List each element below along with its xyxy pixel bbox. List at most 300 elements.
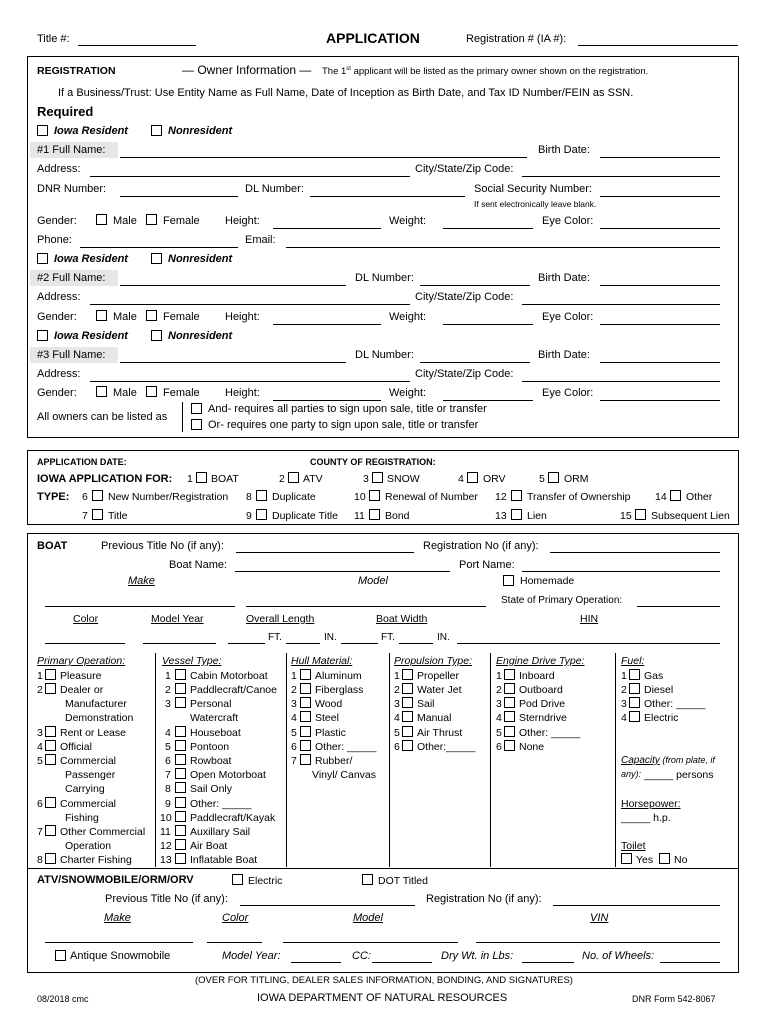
type-title-checkbox[interactable] xyxy=(92,509,103,520)
owner1-city-field[interactable] xyxy=(522,176,720,177)
capacity-label: Capacity (from plate, if xyxy=(621,755,715,766)
state-primary-field[interactable] xyxy=(637,606,720,607)
ssn-note: If sent electronically leave blank. xyxy=(474,199,597,209)
owner3-full-name-field[interactable] xyxy=(120,362,346,363)
po-item: Commercial xyxy=(60,798,117,810)
vt-item: Inflatable Boat xyxy=(190,854,258,866)
pt-item: Water Jet xyxy=(417,684,462,696)
boat-prev-title-label: Previous Title No (if any): xyxy=(101,540,224,552)
ed-sterndrive-checkbox[interactable] xyxy=(504,711,515,722)
owner3-full-name-label: #3 Full Name: xyxy=(37,349,106,361)
owner3-iowa-resident-label: Iowa Resident xyxy=(54,330,128,342)
owner1-gender-label: Gender: xyxy=(37,215,77,227)
po-commercial-fishing-checkbox[interactable] xyxy=(45,797,56,808)
col-divider-5 xyxy=(615,653,616,867)
ed-inboard-checkbox[interactable] xyxy=(504,669,515,680)
po-official-checkbox[interactable] xyxy=(45,740,56,751)
reg-no-field[interactable] xyxy=(578,45,738,46)
atv-label: ATV/SNOWMOBILE/ORM/ORV xyxy=(37,874,194,886)
boat-name-field[interactable] xyxy=(235,571,450,572)
owner1-dl-label: DL Number: xyxy=(245,183,304,195)
owner3-birth-date-label: Birth Date: xyxy=(538,349,590,361)
date-code: 08/2018 cmc xyxy=(37,994,89,1004)
hm-steel-checkbox[interactable] xyxy=(300,711,311,722)
type-renewal-label: Renewal of Number xyxy=(385,491,478,503)
vt-num: 8 xyxy=(165,783,171,795)
owner3-eye-color-field[interactable] xyxy=(600,400,720,401)
owner3-weight-label: Weight: xyxy=(389,387,427,399)
hm-item: Wood xyxy=(315,698,343,710)
or-option-label: Or- requires one party to sign upon sale, title or transfer xyxy=(208,419,479,431)
hin-label: HIN xyxy=(580,613,599,625)
dot-titled-checkbox[interactable] xyxy=(362,874,373,885)
type-13-num: 13 xyxy=(495,510,507,522)
owner2-dl-field[interactable] xyxy=(420,285,530,286)
po-num: 8 xyxy=(37,854,43,866)
atv-reg-no-field[interactable] xyxy=(553,905,720,906)
antique-snowmobile-checkbox[interactable] xyxy=(55,950,66,961)
po-num: 1 xyxy=(37,670,43,682)
boat-color-field[interactable] xyxy=(45,643,125,644)
atv-divider xyxy=(27,868,739,869)
width-in-label: IN. xyxy=(437,632,450,643)
owner2-female-label: Female xyxy=(163,311,200,323)
vt-num: 11 xyxy=(160,826,171,838)
pt-item: Manual xyxy=(417,712,452,724)
owner3-nonresident-checkbox[interactable] xyxy=(151,330,162,341)
for-orv-label: ORV xyxy=(483,473,506,485)
toilet-yes-checkbox[interactable] xyxy=(621,853,632,864)
fuel-num: 4 xyxy=(621,712,627,724)
hm-other-checkbox[interactable] xyxy=(300,740,311,751)
ed-other-checkbox[interactable] xyxy=(504,726,515,737)
vt-item: Paddlecraft/Kayak xyxy=(190,812,276,824)
hm-item: Plastic xyxy=(315,727,346,739)
vt-item: Air Boat xyxy=(190,840,228,852)
po-item: Pleasure xyxy=(60,670,102,682)
atv-wheels-field[interactable] xyxy=(660,962,720,963)
owner1-nonresident-checkbox[interactable] xyxy=(151,125,162,136)
po-item: Other Commercial xyxy=(60,826,146,838)
type-other-checkbox[interactable] xyxy=(670,490,681,501)
vt-rowboat-checkbox[interactable] xyxy=(175,754,186,765)
owner1-male-checkbox[interactable] xyxy=(96,214,107,225)
and-option-label: And- requires all parties to sign upon sale, title or transfer xyxy=(208,403,487,415)
vt-kayak-checkbox[interactable] xyxy=(175,811,186,822)
type-14-num: 14 xyxy=(655,491,667,503)
owner1-female-checkbox[interactable] xyxy=(146,214,157,225)
type-subsequent-lien-checkbox[interactable] xyxy=(635,509,646,520)
vt-item: Sail Only xyxy=(190,783,233,795)
ed-item: Sterndrive xyxy=(519,712,567,724)
owner3-address-field[interactable] xyxy=(90,381,410,382)
type-duplicate-label: Duplicate xyxy=(272,491,316,503)
pt-num: 1 xyxy=(394,670,400,682)
boat-make-field[interactable] xyxy=(45,606,235,607)
ed-item: Other: _____ xyxy=(519,727,581,739)
toilet-yes-label: Yes xyxy=(636,854,654,866)
for-atv-num: 2 xyxy=(279,473,285,485)
for-atv-label: ATV xyxy=(303,473,323,485)
vt-personal-checkbox[interactable] xyxy=(175,697,186,708)
length-in-label: IN. xyxy=(324,632,337,643)
owner2-weight-label: Weight: xyxy=(389,311,427,323)
length-in-field[interactable] xyxy=(286,643,320,644)
fuel-electric-checkbox[interactable] xyxy=(629,711,640,722)
for-orm-label: ORM xyxy=(564,473,589,485)
owner1-full-name-label: #1 Full Name: xyxy=(37,144,106,156)
hm-plastic-checkbox[interactable] xyxy=(300,726,311,737)
col-divider-3 xyxy=(389,653,390,867)
for-orv-checkbox[interactable] xyxy=(467,472,478,483)
type-duplicate-title-label: Duplicate Title xyxy=(272,510,338,522)
owner1-height-field[interactable] xyxy=(273,228,381,229)
owner1-iowa-resident-checkbox[interactable] xyxy=(37,125,48,136)
vt-open-motorboat-checkbox[interactable] xyxy=(175,768,186,779)
vt-item: Paddlecraft/Canoe xyxy=(190,684,277,696)
po-item: Demonstration xyxy=(65,712,134,724)
engine-drive-title: Engine Drive Type: xyxy=(496,655,585,667)
vt-num: 10 xyxy=(160,812,172,824)
pt-num: 3 xyxy=(394,698,400,710)
pt-item: Propeller xyxy=(417,670,460,682)
ed-outboard-checkbox[interactable] xyxy=(504,683,515,694)
owner1-phone-field[interactable] xyxy=(80,247,238,248)
width-in-field[interactable] xyxy=(399,643,433,644)
overall-length-label: Overall Length xyxy=(246,613,315,625)
boat-width-label: Boat Width xyxy=(376,613,428,625)
page-title: APPLICATION xyxy=(326,30,420,46)
hm-aluminum-checkbox[interactable] xyxy=(300,669,311,680)
hm-item: Rubber/ xyxy=(315,755,353,767)
vt-item: Watercraft xyxy=(190,712,239,724)
fuel-num: 2 xyxy=(621,684,627,696)
owner3-birth-date-field[interactable] xyxy=(600,362,720,363)
owner3-city-field[interactable] xyxy=(522,381,720,382)
owner1-height-label: Height: xyxy=(225,215,260,227)
pt-propeller-checkbox[interactable] xyxy=(402,669,413,680)
type-new-number-checkbox[interactable] xyxy=(92,490,103,501)
vt-aux-sail-checkbox[interactable] xyxy=(175,825,186,836)
toilet-no-checkbox[interactable] xyxy=(659,853,670,864)
owner2-nonresident-checkbox[interactable] xyxy=(151,253,162,264)
boat-reg-no-field[interactable] xyxy=(550,552,720,553)
application-for-label: IOWA APPLICATION FOR: xyxy=(37,473,173,485)
atv-vin-field[interactable] xyxy=(476,942,720,943)
type-lien-label: Lien xyxy=(527,510,547,522)
boat-model-year-label: Model Year xyxy=(151,613,204,625)
for-snow-num: 3 xyxy=(363,473,369,485)
fuel-other-checkbox[interactable] xyxy=(629,697,640,708)
po-other-commercial-checkbox[interactable] xyxy=(45,825,56,836)
owner3-height-field[interactable] xyxy=(273,400,381,401)
owner1-dnr-field[interactable] xyxy=(120,196,238,197)
owner3-nonresident-label: Nonresident xyxy=(168,330,233,342)
over-note: (OVER FOR TITLING, DEALER SALES INFORMATION, BONDING, AND SIGNATURES) xyxy=(195,975,573,986)
boat-section xyxy=(27,533,739,973)
fuel-gas-checkbox[interactable] xyxy=(629,669,640,680)
hm-wood-checkbox[interactable] xyxy=(300,697,311,708)
for-boat-label: BOAT xyxy=(211,473,239,485)
owner1-male-label: Male xyxy=(113,215,137,227)
fuel-item: Other: _____ xyxy=(644,698,706,710)
po-charter-fishing-checkbox[interactable] xyxy=(45,853,56,864)
length-ft-label: FT. xyxy=(268,632,282,643)
pt-water-jet-checkbox[interactable] xyxy=(402,683,413,694)
owner2-male-label: Male xyxy=(113,311,137,323)
owner1-ssn-field[interactable] xyxy=(600,196,720,197)
width-ft-label: FT. xyxy=(381,632,395,643)
ed-item: Inboard xyxy=(519,670,555,682)
owner3-weight-field[interactable] xyxy=(443,400,533,401)
owner3-female-checkbox[interactable] xyxy=(146,386,157,397)
po-item: Carrying xyxy=(65,783,105,795)
vt-houseboat-checkbox[interactable] xyxy=(175,726,186,737)
owner1-dl-field[interactable] xyxy=(310,196,465,197)
vt-item: Pontoon xyxy=(190,741,230,753)
type-title-label: Title xyxy=(108,510,128,522)
pt-other-checkbox[interactable] xyxy=(402,740,413,751)
owner2-weight-field[interactable] xyxy=(443,324,533,325)
vt-sail-only-checkbox[interactable] xyxy=(175,782,186,793)
owner3-iowa-resident-checkbox[interactable] xyxy=(37,330,48,341)
hm-num: 4 xyxy=(291,712,297,724)
required-heading: Required xyxy=(37,104,94,119)
port-name-field[interactable] xyxy=(522,571,720,572)
ed-item: Outboard xyxy=(519,684,563,696)
homemade-checkbox[interactable] xyxy=(503,575,514,586)
type-lien-checkbox[interactable] xyxy=(511,509,522,520)
vt-other-checkbox[interactable] xyxy=(175,797,186,808)
vt-pontoon-checkbox[interactable] xyxy=(175,740,186,751)
po-num: 6 xyxy=(37,798,43,810)
for-boat-num: 1 xyxy=(187,473,193,485)
owner2-gender-label: Gender: xyxy=(37,311,77,323)
hm-item: Aluminum xyxy=(315,670,362,682)
owner2-nonresident-label: Nonresident xyxy=(168,253,233,265)
owner2-iowa-resident-label: Iowa Resident xyxy=(54,253,128,265)
owner1-birth-date-field[interactable] xyxy=(600,157,720,158)
atv-model-year-field[interactable] xyxy=(291,962,341,963)
po-dealer-checkbox[interactable] xyxy=(45,683,56,694)
type-bond-checkbox[interactable] xyxy=(369,509,380,520)
atv-color-field[interactable] xyxy=(207,942,262,943)
owner2-city-label: City/State/Zip Code: xyxy=(415,291,514,303)
atv-model-year-label: Model Year: xyxy=(222,950,281,962)
primary-operation-title: Primary Operation: xyxy=(37,655,126,667)
vt-inflatable-checkbox[interactable] xyxy=(175,853,186,864)
type-transfer-checkbox[interactable] xyxy=(511,490,522,501)
atv-cc-field[interactable] xyxy=(372,962,432,963)
owner1-eye-color-field[interactable] xyxy=(600,228,720,229)
atv-prev-title-field[interactable] xyxy=(240,905,415,906)
length-ft-field[interactable] xyxy=(228,643,265,644)
hm-num: 6 xyxy=(291,741,297,753)
pt-sail-checkbox[interactable] xyxy=(402,697,413,708)
vt-item: Cabin Motorboat xyxy=(190,670,268,682)
owner1-email-field[interactable] xyxy=(286,247,720,248)
owner1-full-name-field[interactable] xyxy=(120,157,527,158)
and-or-bracket xyxy=(182,402,183,432)
vt-item: Other: _____ xyxy=(190,798,252,810)
hull-material-title: Hull Material: xyxy=(291,655,353,667)
type-9-num: 9 xyxy=(246,510,252,522)
hm-num: 1 xyxy=(291,670,297,682)
po-commercial-passenger-checkbox[interactable] xyxy=(45,754,56,765)
type-bond-label: Bond xyxy=(385,510,410,522)
vt-cabin-checkbox[interactable] xyxy=(175,669,186,680)
type-11-num: 11 xyxy=(354,510,365,522)
atv-reg-no-label: Registration No (if any): xyxy=(426,893,542,905)
type-10-num: 10 xyxy=(354,491,366,503)
owner2-address-label: Address: xyxy=(37,291,81,303)
ed-pod-drive-checkbox[interactable] xyxy=(504,697,515,708)
owner3-male-label: Male xyxy=(113,387,137,399)
owner2-address-field[interactable] xyxy=(90,304,410,305)
owner1-city-label: City/State/Zip Code: xyxy=(415,163,514,175)
fuel-title: Fuel: xyxy=(621,655,645,667)
owner2-dl-label: DL Number: xyxy=(355,272,414,284)
antique-snowmobile-label: Antique Snowmobile xyxy=(70,950,171,962)
for-atv-checkbox[interactable] xyxy=(288,472,299,483)
owner3-height-label: Height: xyxy=(225,387,260,399)
for-boat-checkbox[interactable] xyxy=(196,472,207,483)
and-option-checkbox[interactable] xyxy=(191,403,202,414)
owner1-iowa-resident-label: Iowa Resident xyxy=(54,125,128,137)
hm-num: 7 xyxy=(291,755,297,767)
boat-color-label: Color xyxy=(73,613,99,625)
po-item: Passenger xyxy=(65,769,116,781)
boat-model-year-field[interactable] xyxy=(143,643,216,644)
owner2-city-field[interactable] xyxy=(522,304,720,305)
fuel-item: Electric xyxy=(644,712,679,724)
owner3-dl-field[interactable] xyxy=(420,362,530,363)
owner3-male-checkbox[interactable] xyxy=(96,386,107,397)
owner2-female-checkbox[interactable] xyxy=(146,310,157,321)
owner2-iowa-resident-checkbox[interactable] xyxy=(37,253,48,264)
width-ft-field[interactable] xyxy=(341,643,378,644)
title-no-field[interactable] xyxy=(78,45,196,46)
type-label: TYPE: xyxy=(37,491,70,503)
capacity-persons[interactable]: _____ persons xyxy=(644,769,714,781)
vt-item: Personal xyxy=(190,698,232,710)
fuel-diesel-checkbox[interactable] xyxy=(629,683,640,694)
hm-rubber-checkbox[interactable] xyxy=(300,754,311,765)
owner2-height-label: Height: xyxy=(225,311,260,323)
pt-num: 4 xyxy=(394,712,400,724)
po-item: Manufacturer xyxy=(65,698,127,710)
for-snow-checkbox[interactable] xyxy=(372,472,383,483)
vt-num: 12 xyxy=(160,840,172,852)
owner1-dnr-label: DNR Number: xyxy=(37,183,107,195)
owner1-address-field[interactable] xyxy=(90,176,410,177)
dot-titled-label: DOT Titled xyxy=(378,875,428,887)
vt-num: 3 xyxy=(165,698,171,710)
owner3-eye-color-label: Eye Color: xyxy=(542,387,594,399)
owner1-eye-color-label: Eye Color: xyxy=(542,215,594,227)
owner2-birth-date-field[interactable] xyxy=(600,285,720,286)
hin-field[interactable] xyxy=(457,643,720,644)
for-orm-num: 5 xyxy=(539,473,545,485)
atv-color-label: Color xyxy=(222,912,249,924)
fuel-num: 1 xyxy=(621,670,627,682)
atv-dry-wt-field[interactable] xyxy=(522,962,574,963)
vt-num: 9 xyxy=(165,798,171,810)
atv-prev-title-label: Previous Title No (if any): xyxy=(105,893,228,905)
vt-num: 7 xyxy=(165,769,171,781)
vt-num: 5 xyxy=(165,741,171,753)
po-item: Charter Fishing xyxy=(60,854,132,866)
ed-num: 2 xyxy=(496,684,502,696)
ed-num: 1 xyxy=(496,670,502,682)
boat-model-label: Model xyxy=(358,575,388,587)
ed-none-checkbox[interactable] xyxy=(504,740,515,751)
toilet-no-label: No xyxy=(674,854,688,866)
owner3-city-label: City/State/Zip Code: xyxy=(415,368,514,380)
owner2-eye-color-field[interactable] xyxy=(600,324,720,325)
owner2-full-name-field[interactable] xyxy=(120,285,346,286)
boat-name-label: Boat Name: xyxy=(169,559,228,571)
vt-num: 4 xyxy=(165,727,171,739)
vt-canoe-checkbox[interactable] xyxy=(175,683,186,694)
hm-num: 3 xyxy=(291,698,297,710)
po-item: Commercial xyxy=(60,755,117,767)
type-duplicate-title-checkbox[interactable] xyxy=(256,509,267,520)
fuel-item: Gas xyxy=(644,670,664,682)
po-rent-checkbox[interactable] xyxy=(45,726,56,737)
boat-prev-title-field[interactable] xyxy=(236,552,414,553)
vt-item: Open Motorboat xyxy=(190,769,266,781)
po-item: Rent or Lease xyxy=(60,727,126,739)
pt-air-thrust-checkbox[interactable] xyxy=(402,726,413,737)
hm-item: Vinyl/ Canvas xyxy=(312,769,377,781)
owner1-address-label: Address: xyxy=(37,163,81,175)
owner2-birth-date-label: Birth Date: xyxy=(538,272,590,284)
vt-air-boat-checkbox[interactable] xyxy=(175,839,186,850)
owner3-dl-label: DL Number: xyxy=(355,349,414,361)
atv-vin-label: VIN xyxy=(590,912,609,924)
electric-checkbox[interactable] xyxy=(232,874,243,885)
or-option-checkbox[interactable] xyxy=(191,419,202,430)
type-renewal-checkbox[interactable] xyxy=(369,490,380,501)
owner2-male-checkbox[interactable] xyxy=(96,310,107,321)
atv-make-field[interactable] xyxy=(45,942,193,943)
vt-num: 6 xyxy=(165,755,171,767)
hm-fiberglass-checkbox[interactable] xyxy=(300,683,311,694)
horsepower-field[interactable]: _____ h.p. xyxy=(621,812,671,824)
for-orm-checkbox[interactable] xyxy=(548,472,559,483)
pt-manual-checkbox[interactable] xyxy=(402,711,413,722)
toilet-label: Toilet xyxy=(621,840,646,852)
owner-info-heading: — Owner Information — xyxy=(182,63,312,77)
county-label: COUNTY OF REGISTRATION: xyxy=(310,457,436,467)
hm-num: 5 xyxy=(291,727,297,739)
port-name-label: Port Name: xyxy=(459,559,515,571)
po-item: Fishing xyxy=(65,812,99,824)
owner1-phone-label: Phone: xyxy=(37,234,72,246)
type-duplicate-checkbox[interactable] xyxy=(256,490,267,501)
first-applicant-note: The 1st applicant will be listed as the primary owner shown on the registration. xyxy=(322,66,649,78)
type-12-num: 12 xyxy=(495,491,507,503)
registration-label: REGISTRATION xyxy=(37,65,116,77)
owner1-weight-field[interactable] xyxy=(443,228,533,229)
ed-item: None xyxy=(519,741,545,753)
owner2-height-field[interactable] xyxy=(273,324,381,325)
boat-model-field[interactable] xyxy=(246,606,486,607)
capacity-any: any): xyxy=(621,769,642,779)
po-pleasure-checkbox[interactable] xyxy=(45,669,56,680)
atv-model-field[interactable] xyxy=(283,942,458,943)
